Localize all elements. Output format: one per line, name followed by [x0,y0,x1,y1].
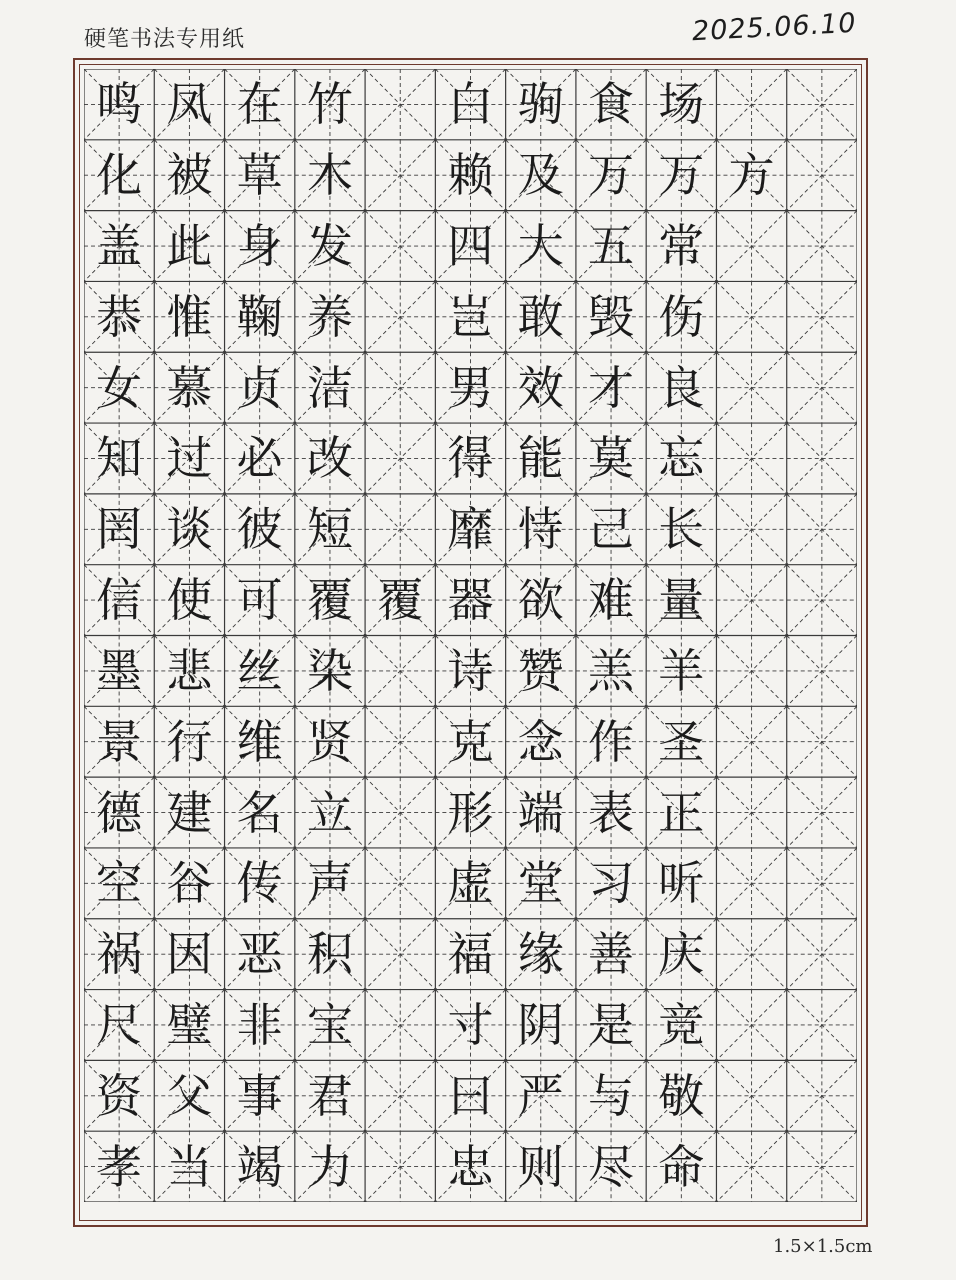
handwritten-character: 羔 [588,643,635,698]
handwritten-character: 被 [166,148,213,203]
handwritten-character: 欲 [517,573,564,628]
handwritten-character: 改 [306,431,353,486]
handwritten-character: 大 [517,219,564,274]
handwritten-character: 圣 [658,714,705,769]
handwritten-character: 力 [306,1139,353,1194]
handwritten-character: 驹 [517,77,564,132]
handwritten-character: 及 [517,148,564,203]
handwritten-character: 器 [447,573,494,628]
handwritten-character: 福 [447,927,494,982]
handwritten-character: 常 [658,219,705,274]
handwritten-character: 木 [306,148,353,203]
handwritten-character: 行 [166,714,213,769]
handwritten-character: 染 [306,643,353,698]
handwritten-character: 君 [306,1068,353,1123]
handwritten-character: 堂 [517,856,564,911]
handwritten-character: 草 [236,148,283,203]
character-cells [84,69,857,1202]
handwritten-character: 祸 [96,927,143,982]
handwritten-character: 璧 [166,997,213,1052]
handwritten-character: 诗 [447,643,494,698]
handwritten-character: 事 [236,1068,283,1123]
handwritten-character: 竞 [658,997,705,1052]
handwritten-character: 四 [447,219,494,274]
handwritten-character: 万 [588,148,635,203]
handwritten-character: 莫 [588,431,635,486]
handwritten-character: 听 [658,856,705,911]
handwritten-character: 是 [588,997,635,1052]
handwritten-character: 命 [658,1139,705,1194]
handwritten-character: 忠 [447,1139,494,1194]
handwritten-character: 靡 [447,502,494,557]
handwritten-character: 五 [588,219,635,274]
handwritten-character: 竹 [306,77,353,132]
handwritten-character: 贞 [236,360,283,415]
handwritten-character: 男 [447,360,494,415]
handwritten-character: 短 [306,502,353,557]
handwritten-character: 作 [588,714,635,769]
handwritten-character: 惟 [166,289,213,344]
handwritten-character: 表 [588,785,635,840]
handwritten-character: 谷 [166,856,213,911]
handwritten-character: 己 [588,502,635,557]
handwritten-character: 丝 [236,643,283,698]
handwritten-character: 宝 [306,997,353,1052]
handwritten-character: 得 [447,431,494,486]
handwritten-character: 此 [166,219,213,274]
handwritten-character: 敬 [658,1068,705,1123]
handwritten-character: 养 [306,289,353,344]
handwritten-character: 念 [517,714,564,769]
handwritten-character: 化 [96,148,143,203]
handwritten-character: 竭 [236,1139,283,1194]
handwritten-character: 敢 [517,289,564,344]
handwritten-character: 羊 [658,643,705,698]
handwritten-character: 建 [166,785,213,840]
handwritten-character: 克 [447,714,494,769]
handwritten-character: 凤 [166,77,213,132]
handwritten-character: 则 [517,1139,564,1194]
handwritten-character: 白 [447,77,494,132]
handwritten-character: 尽 [588,1139,635,1194]
handwritten-character: 端 [517,785,564,840]
handwritten-character: 恭 [96,289,143,344]
handwritten-character: 难 [588,573,635,628]
handwritten-character: 恃 [517,502,564,557]
handwritten-character: 阴 [517,997,564,1052]
handwritten-character: 立 [306,785,353,840]
handwritten-character: 彼 [236,502,283,557]
handwritten-character: 缘 [517,927,564,982]
handwritten-character: 伤 [658,289,705,344]
handwritten-character: 严 [517,1068,564,1123]
handwritten-character: 慕 [166,360,213,415]
handwritten-character: 习 [588,856,635,911]
handwritten-character: 发 [306,219,353,274]
handwritten-character: 过 [166,431,213,486]
handwritten-character: 庆 [658,927,705,982]
handwritten-character: 传 [236,856,283,911]
handwritten-character: 墨 [96,643,143,698]
handwritten-character: 毁 [588,289,635,344]
handwritten-character: 非 [236,997,283,1052]
handwritten-character: 洁 [306,360,353,415]
handwritten-character: 知 [96,431,143,486]
handwritten-character: 万 [658,148,705,203]
handwritten-character: 形 [447,785,494,840]
mi-grid [84,69,857,1202]
handwritten-character: 尺 [96,997,143,1052]
handwritten-character: 悲 [166,643,213,698]
handwritten-character: 信 [96,573,143,628]
handwritten-character: 赞 [517,643,564,698]
handwritten-character: 鞠 [236,289,283,344]
handwritten-character: 父 [166,1068,213,1123]
handwritten-character: 曰 [447,1068,494,1123]
handwritten-character: 资 [96,1068,143,1123]
handwritten-character: 可 [236,573,283,628]
handwritten-character: 效 [517,360,564,415]
handwritten-character: 覆 [306,573,353,628]
handwritten-character: 正 [658,785,705,840]
handwritten-character: 使 [166,573,213,628]
handwritten-character: 贤 [306,714,353,769]
handwritten-character: 身 [236,219,283,274]
handwritten-date: 2025.06.10 [691,7,858,48]
handwritten-character: 女 [96,360,143,415]
handwritten-character: 盖 [96,219,143,274]
handwritten-character: 方 [728,148,775,203]
handwritten-character: 必 [236,431,283,486]
grid-size-label: 1.5×1.5cm [773,1236,873,1257]
handwritten-character: 名 [236,785,283,840]
handwritten-character: 声 [306,856,353,911]
handwritten-character: 德 [96,785,143,840]
handwritten-character: 积 [306,927,353,982]
handwritten-character: 虚 [447,856,494,911]
handwritten-character: 谈 [166,502,213,557]
handwritten-character: 长 [658,502,705,557]
handwritten-character: 因 [166,927,213,982]
handwritten-character: 维 [236,714,283,769]
handwritten-character: 能 [517,431,564,486]
handwritten-character: 量 [658,573,705,628]
paper-title: 硬笔书法专用纸 [84,27,246,52]
handwritten-character: 景 [96,714,143,769]
handwritten-character: 孝 [96,1139,143,1194]
handwritten-character: 鸣 [96,77,143,132]
handwritten-character: 在 [236,77,283,132]
handwritten-character: 当 [166,1139,213,1194]
handwritten-character: 才 [588,360,635,415]
handwritten-character: 赖 [447,148,494,203]
handwritten-character: 恶 [236,927,283,982]
handwritten-character: 岂 [447,289,494,344]
handwritten-character: 善 [588,927,635,982]
handwritten-character: 与 [588,1068,635,1123]
handwritten-character: 忘 [658,431,705,486]
handwritten-character: 罔 [96,502,143,557]
handwritten-character: 良 [658,360,705,415]
handwritten-character: 场 [658,77,705,132]
handwritten-character: 食 [588,77,635,132]
handwritten-character: 寸 [447,997,494,1052]
handwritten-character: 覆 [377,573,424,628]
handwritten-character: 空 [96,856,143,911]
